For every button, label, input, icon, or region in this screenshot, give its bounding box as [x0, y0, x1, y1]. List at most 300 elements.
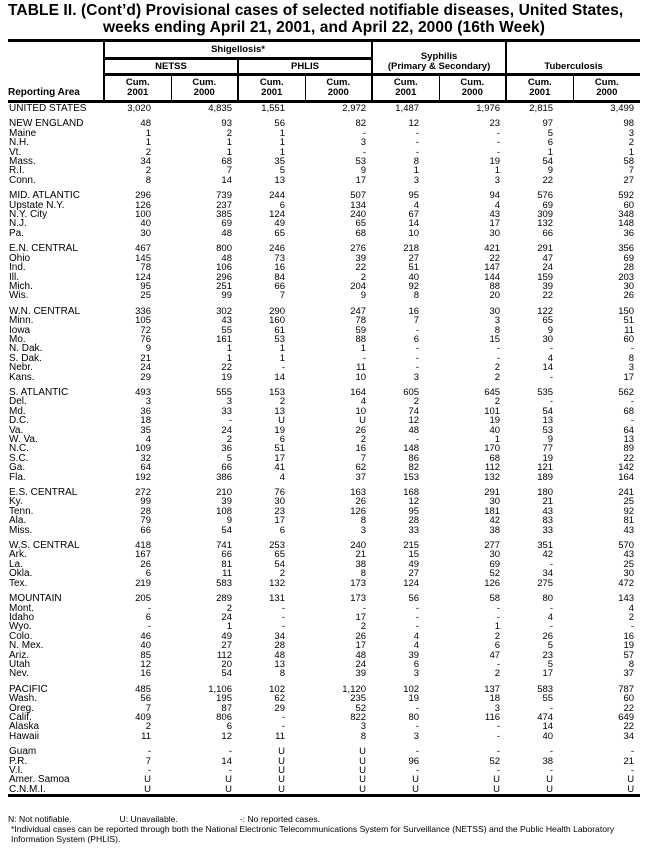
netss-header: NETSS	[104, 59, 238, 75]
value-cell: 52	[489, 755, 501, 767]
value-cell: 30	[623, 568, 635, 580]
value-cell: 105	[135, 315, 151, 327]
table-row	[8, 535, 640, 550]
value-cell: 22	[623, 452, 635, 464]
value-cell: 47	[489, 649, 501, 661]
value-cell: 6	[279, 434, 285, 445]
value-cell: 24	[355, 658, 367, 670]
value-cell: 19	[221, 371, 232, 383]
table-row	[8, 382, 640, 397]
value-cell: 3	[145, 396, 151, 408]
value-cell: -	[362, 146, 367, 158]
value-cell: -	[147, 621, 151, 633]
value-cell: 5	[547, 640, 554, 652]
value-cell: 92	[623, 505, 635, 517]
value-cell: 204	[350, 280, 367, 292]
value-cell: 23	[542, 649, 554, 661]
table-row	[8, 651, 640, 660]
value-cell: -	[147, 602, 151, 614]
value-cell: 68	[623, 405, 635, 417]
syphilis-header	[372, 41, 506, 75]
value-cell: 2	[226, 602, 232, 614]
value-cell: 800	[216, 243, 232, 255]
value-cell: 99	[140, 496, 151, 508]
value-cell: 54	[542, 405, 554, 417]
reporting-area-cell: Kans.	[9, 371, 35, 383]
reporting-area-cell: Ky.	[9, 496, 23, 508]
value-cell: 562	[618, 386, 635, 398]
value-cell: 2	[279, 396, 285, 408]
value-cell: 296	[216, 271, 232, 283]
value-cell: 8	[360, 730, 367, 742]
value-cell: 126	[350, 505, 367, 517]
value-cell: 7	[628, 165, 635, 177]
value-cell: 28	[274, 640, 285, 652]
value-cell: 1,120	[342, 683, 367, 695]
reporting-area-cell: N.Y. City	[9, 209, 48, 221]
value-cell: -	[281, 362, 285, 374]
table-row	[8, 138, 640, 147]
value-cell: -	[415, 602, 420, 614]
cum-year: 2000	[596, 87, 618, 98]
value-cell: 56	[140, 693, 151, 705]
value-cell: 17	[274, 452, 285, 464]
value-cell: 21	[355, 549, 367, 561]
value-cell: 3	[413, 668, 420, 680]
value-cell: 49	[221, 630, 232, 642]
value-cell: 22	[542, 174, 554, 186]
value-cell: 1	[494, 165, 501, 177]
value-cell: 98	[623, 118, 635, 130]
value-cell: 52	[355, 702, 367, 714]
value-cell: 43	[623, 524, 635, 536]
value-cell: 649	[618, 711, 635, 723]
value-cell: 247	[350, 305, 367, 317]
value-cell: 52	[489, 568, 501, 580]
value-cell: 66	[274, 280, 285, 292]
value-cell: 27	[408, 568, 420, 580]
value-cell: -	[496, 721, 501, 733]
table-row	[8, 679, 640, 694]
value-cell: 25	[623, 496, 635, 508]
value-cell: 142	[618, 462, 635, 474]
value-cell: 4	[547, 352, 554, 364]
value-cell: 36	[140, 405, 151, 417]
value-cell: -	[630, 396, 635, 408]
value-cell: 148	[403, 443, 420, 455]
value-cell: 116	[484, 711, 501, 723]
value-cell: -	[281, 721, 285, 733]
value-cell: 4	[413, 640, 420, 652]
table-title-line1: TABLE II. (Cont’d) Provisional cases of selected notifiable diseases, United States,	[8, 2, 624, 19]
value-cell: 108	[216, 505, 232, 517]
value-cell: -	[415, 434, 420, 445]
cum-year: 2001	[529, 87, 551, 98]
value-cell: 21	[542, 496, 554, 508]
cum-label: Cum.	[259, 77, 284, 88]
reporting-area-cell: Conn.	[9, 174, 36, 186]
value-cell: 17	[355, 640, 367, 652]
value-cell: 36	[221, 443, 232, 455]
value-cell: 55	[221, 324, 232, 336]
value-cell: 19	[542, 452, 554, 464]
table-row	[8, 373, 640, 382]
value-cell: -	[362, 127, 367, 139]
value-cell: 62	[274, 693, 285, 705]
reporting-area-cell: Calif.	[9, 711, 32, 723]
reporting-area-cell: Alaska	[9, 721, 40, 733]
value-cell: 80	[408, 711, 420, 723]
value-cell: 54	[274, 558, 285, 570]
value-cell: 192	[135, 471, 151, 483]
value-cell: 59	[355, 324, 367, 336]
value-cell: 210	[216, 487, 232, 499]
value-cell: 24	[221, 424, 232, 436]
value-cell: 29	[274, 702, 285, 714]
value-cell: 6	[413, 658, 420, 670]
value-cell: 85	[140, 649, 151, 661]
value-cell: 87	[221, 702, 232, 714]
value-cell: 13	[274, 658, 285, 670]
value-cell: 28	[140, 505, 151, 517]
value-cell: 219	[135, 577, 151, 589]
value-cell: -	[415, 621, 420, 633]
value-cell: 137	[484, 683, 501, 695]
value-cell: 485	[135, 683, 151, 695]
value-cell: U	[506, 785, 573, 796]
value-cell: 15	[489, 333, 501, 345]
cum-column-header	[305, 75, 372, 102]
value-cell: -	[630, 765, 635, 776]
value-cell: 47	[542, 252, 554, 264]
value-cell: U	[359, 765, 367, 776]
value-cell: 2	[494, 630, 501, 642]
value-cell: 8	[360, 568, 367, 580]
value-cell: -	[630, 621, 635, 633]
value-cell: U	[238, 785, 305, 796]
value-cell: 28	[408, 515, 420, 527]
value-cell: 3	[360, 137, 367, 149]
value-cell: 167	[135, 549, 151, 561]
reporting-area-cell: Idaho	[9, 611, 35, 623]
value-cell: 1	[279, 146, 285, 158]
value-cell: 20	[221, 658, 232, 670]
table-row	[8, 113, 640, 128]
value-cell: 1	[226, 621, 232, 633]
value-cell: 10	[355, 371, 367, 383]
reporting-area-cell: Utah	[9, 658, 31, 670]
cum-label: Cum.	[393, 77, 418, 88]
value-cell: 95	[140, 280, 151, 292]
value-cell: 29	[140, 371, 151, 383]
value-cell: 6	[547, 137, 554, 149]
value-cell: 57	[623, 649, 635, 661]
value-cell: 89	[623, 443, 635, 455]
reporting-area-cell: Minn.	[9, 315, 34, 327]
value-cell: 570	[618, 540, 635, 552]
value-cell: 22	[623, 702, 635, 714]
reporting-area-cell: P.R.	[9, 755, 28, 767]
reporting-area-cell: Mass.	[9, 156, 36, 168]
value-cell: 1	[226, 146, 232, 158]
value-cell: 583	[537, 683, 554, 695]
value-cell: 43	[489, 209, 501, 221]
reporting-area-cell: Del.	[9, 396, 27, 408]
value-cell: 11	[275, 730, 285, 742]
value-cell: 34	[623, 730, 635, 742]
value-cell: 88	[355, 333, 367, 345]
value-cell: -	[415, 146, 420, 158]
value-cell: 68	[221, 156, 232, 168]
value-cell: -	[281, 711, 285, 723]
value-cell: 40	[542, 730, 554, 742]
value-cell: 8	[628, 658, 635, 670]
value-cell: 472	[618, 577, 635, 589]
value-cell: 94	[489, 190, 501, 202]
value-cell: 244	[269, 190, 285, 202]
reporting-area-cell: N. Dak.	[9, 343, 43, 355]
value-cell: 2	[360, 434, 367, 445]
value-cell: 787	[618, 683, 635, 695]
value-cell: 42	[542, 549, 554, 561]
value-cell: 25	[140, 290, 151, 302]
value-cell: 289	[216, 593, 232, 605]
value-cell: -	[362, 602, 367, 614]
cum-year: 2000	[327, 87, 349, 98]
value-cell: 1	[145, 127, 151, 139]
value-cell: 22	[489, 252, 501, 264]
value-cell: 48	[274, 649, 285, 661]
value-cell: 40	[140, 640, 151, 652]
value-cell: 61	[274, 324, 285, 336]
value-cell: 54	[221, 524, 232, 536]
value-cell: 69	[221, 218, 232, 230]
value-cell: 164	[350, 386, 367, 398]
reporting-area-cell: N.C.	[9, 443, 29, 455]
value-cell: 67	[408, 209, 420, 221]
value-cell: 605	[403, 386, 420, 398]
value-cell: 1	[413, 165, 420, 177]
value-cell: 153	[269, 386, 285, 398]
value-cell: -	[496, 658, 501, 670]
value-cell: 237	[216, 199, 232, 211]
value-cell: 168	[403, 487, 420, 499]
value-cell: 9	[547, 434, 554, 445]
value-cell: 9	[547, 165, 554, 177]
reporting-area-cell: La.	[9, 558, 23, 570]
value-cell: 7	[413, 315, 420, 327]
value-cell: -	[415, 702, 420, 714]
reporting-area-cell: Mont.	[9, 602, 35, 614]
reporting-area-cell: NEW ENGLAND	[9, 118, 84, 130]
value-cell: 22	[542, 290, 554, 302]
table-row	[8, 757, 640, 766]
value-cell: 8	[360, 515, 367, 527]
reporting-area-cell: D.C.	[9, 415, 29, 427]
value-cell: 73	[274, 252, 285, 264]
value-cell: 8	[494, 324, 501, 336]
value-cell: 35	[140, 424, 151, 436]
table-row	[8, 732, 640, 741]
cum-column-header	[171, 75, 238, 102]
value-cell: -	[496, 146, 501, 158]
value-cell: U	[104, 785, 171, 796]
value-cell: -	[228, 746, 232, 758]
value-cell: 592	[618, 190, 635, 202]
reporting-area-cell: S.C.	[9, 452, 29, 464]
value-cell: 55	[542, 693, 554, 705]
tuberculosis-header: Tuberculosis	[506, 41, 640, 75]
table-row	[8, 229, 640, 238]
reporting-area-cell: Ark.	[9, 549, 27, 561]
value-cell: 348	[618, 209, 635, 221]
reporting-area-cell: Vt.	[9, 146, 22, 158]
table-title	[8, 2, 640, 36]
value-cell: 3	[413, 730, 420, 742]
value-cell: -	[630, 415, 635, 427]
legend-unavailable: U: Unavailable.	[119, 814, 178, 824]
value-cell: 25	[623, 558, 635, 570]
value-cell: 69	[489, 558, 501, 570]
cum-label: Cum.	[192, 77, 217, 88]
shigellosis-header: Shigellosis*	[104, 41, 372, 59]
table-row	[8, 550, 640, 559]
value-cell: 60	[623, 333, 635, 345]
table-row	[8, 579, 640, 588]
value-cell: 17	[542, 668, 554, 680]
value-cell: 296	[135, 190, 151, 202]
value-cell: 7	[145, 702, 151, 714]
value-cell: U	[359, 774, 367, 786]
reporting-area-cell: Md.	[9, 405, 26, 417]
value-cell: U	[278, 765, 285, 776]
value-cell: 19	[623, 640, 635, 652]
reporting-area-cell: W.N. CENTRAL	[9, 305, 81, 317]
value-cell: 9	[145, 343, 151, 355]
value-cell: 17	[355, 611, 367, 623]
value-cell: 37	[355, 471, 367, 483]
cum-year: 2001	[261, 87, 283, 98]
value-cell: 385	[216, 209, 232, 221]
value-cell: 386	[216, 471, 232, 483]
value-cell: 3	[360, 721, 367, 733]
value-cell: -	[228, 415, 232, 427]
value-cell: -	[549, 746, 554, 758]
value-cell: 218	[403, 243, 420, 255]
reporting-area-cell: N.J.	[9, 218, 27, 230]
value-cell: 68	[355, 227, 367, 239]
table-row	[8, 741, 640, 756]
value-cell: 81	[221, 558, 232, 570]
table-row	[8, 344, 640, 353]
value-cell: 181	[484, 505, 501, 517]
reporting-area-cell: W.S. CENTRAL	[9, 540, 80, 552]
table-row	[8, 426, 640, 435]
value-cell: 23	[274, 505, 285, 517]
value-cell: 126	[484, 577, 501, 589]
value-cell: 69	[542, 199, 554, 211]
table-row	[8, 604, 640, 613]
value-cell: 34	[140, 156, 151, 168]
value-cell: 8	[145, 174, 151, 186]
reporting-area-cell: Nebr.	[9, 362, 33, 374]
cum-column-header	[573, 75, 640, 102]
reporting-area-cell: Va.	[9, 424, 24, 436]
value-cell: -	[496, 730, 501, 742]
value-cell: 14	[542, 721, 554, 733]
cum-column-header	[238, 75, 305, 102]
value-cell: -	[549, 602, 554, 614]
value-cell: 474	[537, 711, 554, 723]
value-cell: 48	[221, 227, 232, 239]
value-cell: 9	[360, 290, 367, 302]
table-row	[8, 694, 640, 703]
value-cell: -	[496, 602, 501, 614]
value-cell: 14	[221, 755, 232, 767]
value-cell: -	[549, 621, 554, 633]
value-cell: 16	[355, 443, 367, 455]
value-cell: 11	[624, 324, 635, 336]
table-row	[8, 785, 640, 796]
value-cell: 6	[279, 524, 285, 536]
value-cell: 12	[408, 415, 420, 427]
value-cell: 16	[408, 305, 420, 317]
value-cell: 205	[135, 593, 151, 605]
value-cell: 56	[274, 118, 285, 130]
table-row	[8, 669, 640, 678]
table-row	[8, 588, 640, 603]
cum-column-header	[372, 75, 439, 102]
value-cell: 7	[279, 290, 285, 302]
value-cell: 16	[623, 630, 635, 642]
value-cell: 53	[274, 333, 285, 345]
value-cell: 253	[269, 540, 285, 552]
value-cell: 2	[360, 271, 367, 283]
value-cell: -	[496, 137, 501, 149]
value-cell: 8	[413, 290, 420, 302]
reporting-area-cell: R.I.	[9, 165, 25, 177]
value-cell: 6	[413, 333, 420, 345]
value-cell: U	[439, 785, 506, 796]
value-cell: 64	[140, 462, 151, 474]
value-cell: 24	[140, 362, 151, 374]
reporting-area-cell: Ohio	[9, 252, 31, 264]
value-cell: 12	[221, 730, 232, 742]
value-cell: 53	[355, 156, 367, 168]
value-cell: 8	[413, 156, 420, 168]
value-cell: 30	[489, 496, 501, 508]
value-cell: 277	[484, 540, 501, 552]
reporting-area-cell: Iowa	[9, 324, 31, 336]
value-cell: 5	[226, 452, 232, 464]
value-cell: 421	[484, 243, 501, 255]
table-row	[8, 632, 640, 641]
value-cell: 251	[216, 280, 232, 292]
value-cell: 16	[140, 668, 151, 680]
cum-label: Cum.	[326, 77, 351, 88]
value-cell: 30	[489, 549, 501, 561]
value-cell: 583	[216, 577, 232, 589]
value-cell: 7	[145, 755, 151, 767]
value-cell: 35	[274, 156, 285, 168]
reporting-area-cell: MOUNTAIN	[9, 593, 62, 605]
value-cell: 1	[360, 343, 367, 355]
value-cell: 14	[542, 362, 554, 374]
value-cell: 83	[542, 515, 554, 527]
value-cell: 246	[269, 243, 285, 255]
value-cell: -	[415, 324, 420, 336]
cum-column-header	[506, 75, 573, 102]
